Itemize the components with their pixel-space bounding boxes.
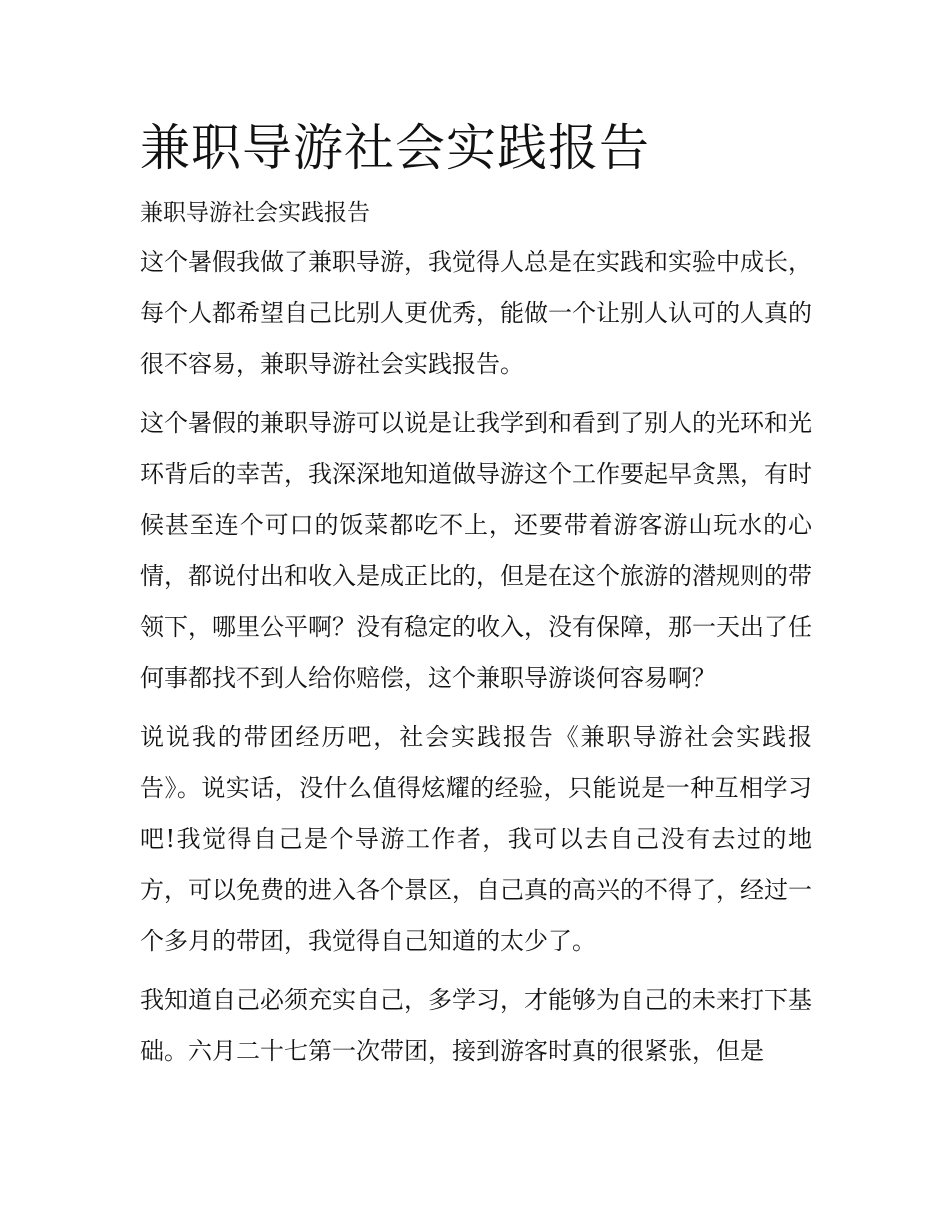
paragraph-4: 我知道自己必须充实自己，多学习，才能够为自己的未来打下基础。六月二十七第一次带团，接到游客时真的很紧张，但是	[140, 986, 812, 1065]
paragraph-1: 这个暑假我做了兼职导游，我觉得人总是在实践和实验中成长，每个人都希望自己比别人更优秀，能做一个让别人认可的人真的很不容易，兼职导游社会实践报告。	[140, 248, 812, 378]
paragraph-3: 说说我的带团经历吧，社会实践报告《兼职导游社会实践报告》。说实话，没什么值得炫耀的经验，只能说是一种互相学习吧!我觉得自己是个导游工作者，我可以去自己没有去过的地方，可以免费的进入各个景区，自己真的高兴的不得了，经过一个多月的带团，我觉得自己知道的太少了。	[140, 723, 812, 955]
document-subtitle: 兼职导游社会实践报告	[140, 200, 370, 226]
document-title: 兼职导游社会实践报告	[140, 119, 650, 177]
paragraph-2: 这个暑假的兼职导游可以说是让我学到和看到了别人的光环和光环背后的幸苦，我深深地知道做导游这个工作要起早贪黑，有时候甚至连个可口的饭菜都吃不上，还要带着游客游山玩水的心情，都说付出和收入是成正比的，但是在这个旅游的潜规则的带领下，哪里公平啊？没有稳定的收入，没有保障，那一天出了任何事都找不到人给你赔偿，这个兼职导游谈何容易啊？	[140, 409, 812, 692]
document-page	[140, 0, 812, 1077]
